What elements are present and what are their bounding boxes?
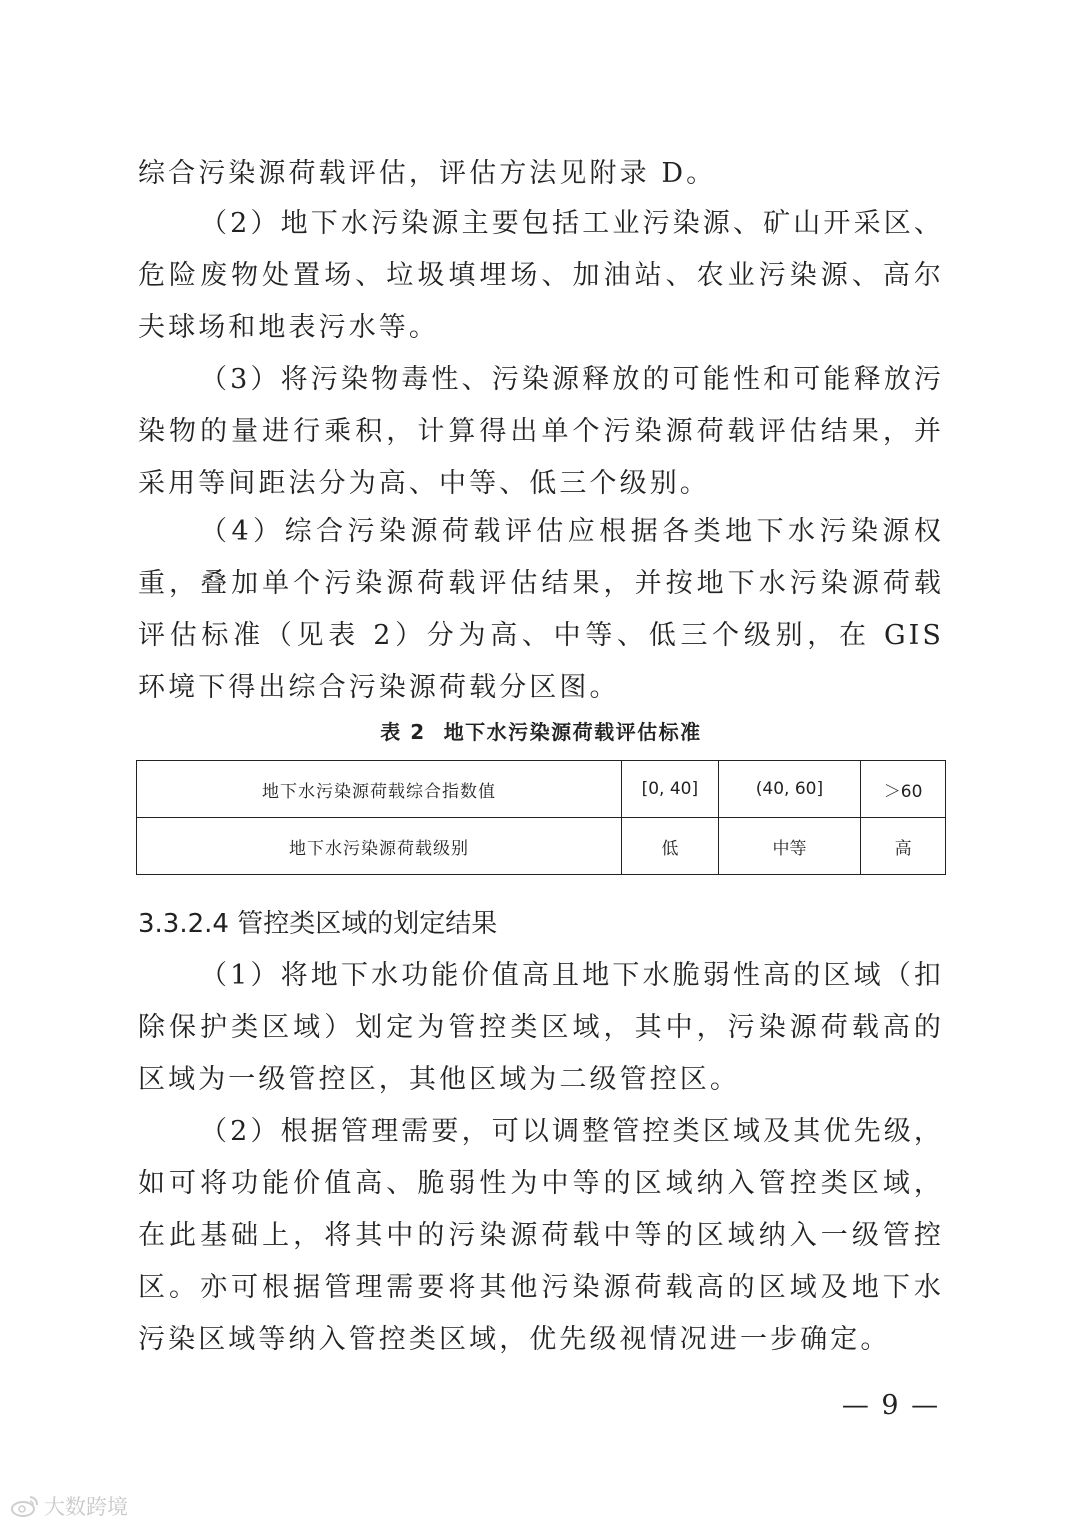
paragraph-control-zone-definition: （1）将地下水功能价值高且地下水脆弱性高的区域（扣除保护类区域）划定为管控类区域，其中，污染源荷载高的区域为一级管控区，其他区域为二级管控区。 — [138, 960, 944, 1095]
table-cell: 高 — [861, 818, 946, 875]
paragraph-single-source-assessment: （3）将污染物毒性、污染源释放的可能性和可能释放污染物的量进行乘积，计算得出单个污染源荷载评估结果，并采用等间距法分为高、中等、低三个级别。 — [138, 364, 944, 499]
assessment-standard-table — [136, 760, 946, 875]
table-cell: [0, 40] — [622, 761, 719, 818]
table-cell: 地下水污染源荷载级别 — [137, 818, 622, 875]
watermark — [10, 1491, 128, 1521]
watermark-text: 大数跨境 — [44, 1495, 128, 1519]
paragraph-control-zone-adjustment: （2）根据管理需要，可以调整管控类区域及其优先级，如可将功能价值高、脆弱性为中等的区域纳入管控类区域，在此基础上，将其中的污染源荷载中等的区域纳入一级管控区。亦可根据管理需要将其他污染源荷载高的区域及地下水污染区域等纳入管控类区域，优先级视情况进一步确定。 — [138, 1116, 944, 1355]
weibo-logo-icon — [10, 1494, 40, 1518]
table-row — [137, 761, 946, 818]
table-caption-number: 表 2 — [380, 720, 426, 744]
paragraph-pollution-sources: （2）地下水污染源主要包括工业污染源、矿山开采区、危险废物处置场、垃圾填埋场、加油站、农业污染源、高尔夫球场和地表污水等。 — [138, 208, 944, 343]
table-cell: 低 — [622, 818, 719, 875]
paragraph-intro: 综合污染源荷载评估，评估方法见附录 D。 — [138, 158, 717, 189]
paragraph-composite-assessment: （4）综合污染源荷载评估应根据各类地下水污染源权重，叠加单个污染源荷载评估结果，并按地下水污染源荷载评估标准（见表 2）分为高、中等、低三个级别，在 GIS 环境下得出综合污染源荷载分区图。 — [138, 516, 944, 703]
section-heading: 3.3.2.4 管控类区域的划定结果 — [138, 909, 498, 939]
table-cell: (40, 60] — [718, 761, 861, 818]
page-number: — 9 — — [841, 1390, 941, 1421]
table-caption-title: 地下水污染源荷载评估标准 — [443, 720, 702, 744]
table-cell: 地下水污染源荷载综合指数值 — [137, 761, 622, 818]
table-cell: ＞60 — [861, 761, 946, 818]
table-row — [137, 818, 946, 875]
table-cell: 中等 — [718, 818, 861, 875]
table-caption — [138, 716, 944, 745]
